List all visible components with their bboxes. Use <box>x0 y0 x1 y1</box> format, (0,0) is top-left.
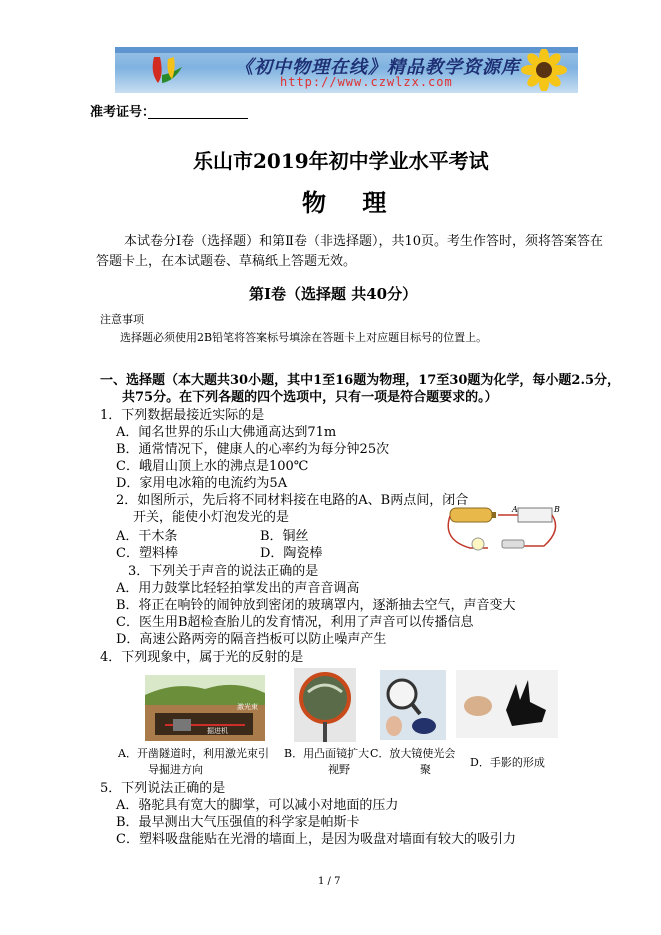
q1-option-d: D．家用电冰箱的电流约为5A <box>116 476 288 491</box>
q4-caption-c-line-1: C．放大镜使光会 <box>370 747 456 760</box>
q2-option-c: C．塑料棒 <box>116 546 178 561</box>
section1-line-2: 共75分。在下列各题的四个选项中，只有一项是符合题要求的。） <box>122 390 498 405</box>
laser-label: 激光束 <box>237 703 258 711</box>
intro-line-1: 本试卷分Ⅰ卷（选择题）和第Ⅱ卷（非选择题），共10页。考生作答时，须将答案答在 <box>124 234 604 249</box>
magnifier-image <box>380 670 446 740</box>
page-number: 1 / 7 <box>318 876 341 887</box>
q4-caption-d: D．手影的形成 <box>470 756 545 769</box>
q5-stem: 5．下列说法正确的是 <box>100 781 226 796</box>
q4-caption-c-line-2: 聚 <box>420 763 431 776</box>
hand-shadow-image <box>456 670 558 738</box>
q4-stem: 4．下列现象中，属于光的反射的是 <box>100 650 304 665</box>
exam-id-field[interactable] <box>148 104 248 119</box>
intro-line-2: 答题卡上，在本试题卷、草稿纸上答题无效。 <box>96 254 357 269</box>
q5-option-a: A．骆驼具有宽大的脚掌，可以减小对地面的压力 <box>116 798 399 813</box>
q4-caption-b-line-1: B．用凸面镜扩大 <box>284 747 370 760</box>
exam-title: 乐山市2019年初中学业水平考试 <box>193 149 489 173</box>
q4-caption-a-line-1: A．开凿隧道时，利用激光束引 <box>118 747 269 760</box>
q1-option-a: A．闻名世界的乐山大佛通高达到71m <box>116 425 337 440</box>
q1-option-c: C．峨眉山顶上水的沸点是100℃ <box>116 459 309 474</box>
banner-url[interactable]: http://www.czwlzx.com <box>280 75 453 89</box>
q4-caption-a-line-2: 导掘进方向 <box>148 763 203 776</box>
header-banner <box>115 47 578 93</box>
q4-caption-b-line-2: 视野 <box>328 763 350 776</box>
q3-option-c: C．医生用B超检查胎儿的发育情况，利用了声音可以传播信息 <box>116 615 474 630</box>
q5-option-c: C．塑料吸盘能贴在光滑的墙面上，是因为吸盘对墙面有较大的吸引力 <box>116 832 516 847</box>
q3-option-b: B．将正在响铃的闹钟放到密闭的玻璃罩内，逐渐抽去空气，声音变大 <box>116 598 516 613</box>
machine-label: 掘进机 <box>207 727 228 735</box>
q1-stem: 1．下列数据最接近实际的是 <box>100 408 265 423</box>
banner-title: 《初中物理在线》精品教学资源库 <box>235 57 520 78</box>
q3-option-a: A．用力鼓掌比轻轻拍掌发出的声音音调高 <box>116 581 360 596</box>
notes-text: 选择题必须使用2B铅笔将答案标号填涂在答题卡上对应题目标号的位置上。 <box>120 331 488 344</box>
conductor-holder <box>518 508 552 522</box>
subject-title: 物 理 <box>302 188 401 217</box>
section1-line-1: 一、选择题（本大题共30小题，其中1至16题为物理，17至30题为化学，每小题2.5分， <box>100 373 621 388</box>
battery-icon <box>450 508 492 522</box>
q2-option-b: B．铜丝 <box>260 529 309 544</box>
q1-option-b: B．通常情况下，健康人的心率约为每分钟25次 <box>116 442 390 457</box>
site-logo-icon <box>148 53 186 87</box>
q3-option-d: D．高速公路两旁的隔音挡板可以防止噪声产生 <box>116 632 387 647</box>
tunnel-laser-image <box>145 675 265 741</box>
point-a-label: A <box>512 505 518 514</box>
point-b-label: B <box>554 505 560 514</box>
convex-mirror-image <box>294 668 356 742</box>
switch-icon <box>502 540 524 548</box>
q2-stem-line-2: 开关，能使小灯泡发光的是 <box>133 510 290 525</box>
circuit-diagram <box>444 500 564 560</box>
q2-stem-line-1: 2．如图所示，先后将不同材料接在电路的A、B两点间，闭合 <box>116 493 469 508</box>
q3-stem: 3．下列关于声音的说法正确的是 <box>128 564 319 579</box>
q2-option-d: D．陶瓷棒 <box>260 546 323 561</box>
part1-title: 第Ⅰ卷（选择题 共40分） <box>249 285 418 303</box>
q5-option-b: B．最早测出大气压强值的科学家是帕斯卡 <box>116 815 360 830</box>
bulb-icon <box>472 538 484 550</box>
notes-label: 注意事项 <box>100 313 144 326</box>
exam-id-label: 准考证号： <box>90 105 156 120</box>
q2-option-a: A．干木条 <box>116 529 178 544</box>
sunflower-icon <box>516 49 572 91</box>
